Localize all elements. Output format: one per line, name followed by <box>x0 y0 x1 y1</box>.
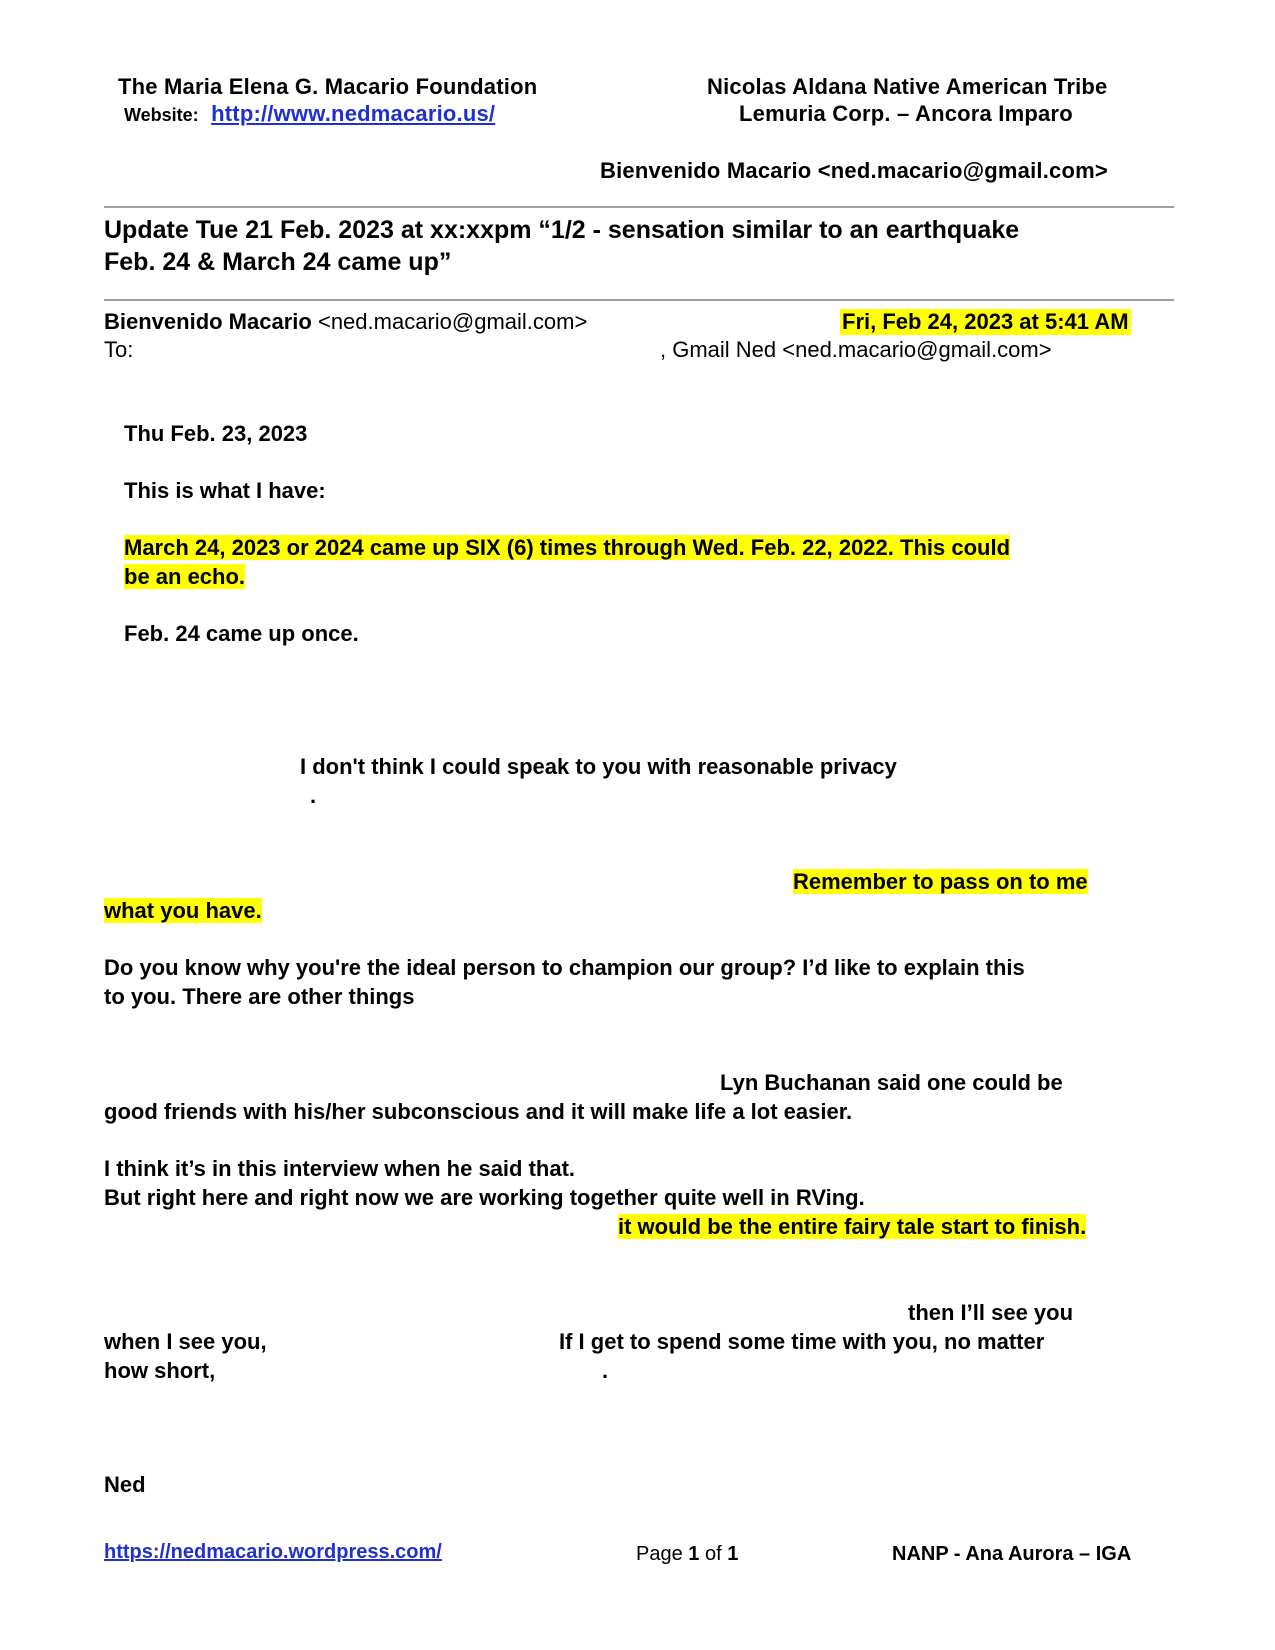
signature: Ned <box>104 1472 146 1497</box>
account-line: Bienvenido Macario <ned.macario@gmail.com> <box>600 158 1108 183</box>
see-line-2b: If I get to spend some time with you, no matter <box>559 1329 1045 1354</box>
body-date: Thu Feb. 23, 2023 <box>124 421 308 446</box>
website-label: Website: <box>124 105 199 125</box>
see-line-1: then I’ll see you <box>908 1300 1074 1325</box>
privacy-line: I don't think I could speak to you with reasonable privacy <box>300 754 897 779</box>
subject-line-1: Update Tue 21 Feb. 2023 at xx:xxpm “1/2 - sensation similar to an earthquake <box>104 216 1020 244</box>
body-intro: This is what I have: <box>124 478 326 503</box>
rving-line: But right here and right now we are working together quite well in RVing. <box>104 1185 865 1210</box>
feb24-line: Feb. 24 came up once. <box>124 621 359 646</box>
page-total: 1 <box>727 1543 739 1565</box>
page-of: of <box>699 1543 728 1565</box>
champion-line-2: to you. There are other things <box>104 984 415 1009</box>
blog-link[interactable]: https://nedmacario.wordpress.com/ <box>104 1541 442 1563</box>
to-label: To: <box>104 337 134 362</box>
remember-line-1 <box>793 867 1088 896</box>
remember-text-2: what you have. <box>104 898 262 923</box>
corp-name: Lemuria Corp. – Ancora Imparo <box>739 101 1073 126</box>
interview-line: I think it’s in this interview when he said that. <box>104 1156 576 1181</box>
page-number <box>636 1543 738 1566</box>
subject-divider <box>104 299 1174 301</box>
fairy-line <box>618 1212 1086 1241</box>
to-recipient: , Gmail Ned <ned.macario@gmail.com> <box>660 337 1052 362</box>
highlight-paragraph-1 <box>124 533 1010 562</box>
champion-line-1: Do you know why you're the ideal person to champion our group? I’d like to explain this <box>104 955 1025 980</box>
privacy-dot: . <box>310 783 317 808</box>
top-divider <box>104 206 1174 208</box>
highlight-1-line-1: March 24, 2023 or 2024 came up SIX (6) times through Wed. Feb. 22, 2022. This could <box>124 535 1011 560</box>
page-prefix: Page <box>636 1543 689 1565</box>
highlight-paragraph-1-cont <box>124 562 245 591</box>
website-link[interactable]: http://www.nedmacario.us/ <box>211 101 496 126</box>
subject-line-2: Feb. 24 & March 24 came up” <box>104 248 452 276</box>
page-current: 1 <box>688 1543 700 1565</box>
see-line-2a: when I see you, <box>104 1329 267 1354</box>
website-line <box>124 101 495 127</box>
message-date: Fri, Feb 24, 2023 at 5:41 AM <box>842 309 1129 334</box>
highlight-1-line-2: be an echo. <box>124 564 246 589</box>
lyn-line-1: Lyn Buchanan said one could be <box>720 1070 1063 1095</box>
sender-name: Bienvenido Macario <box>104 309 312 334</box>
fairy-text: it would be the entire fairy tale start to finish. <box>618 1214 1087 1239</box>
tribe-name: Nicolas Aldana Native American Tribe <box>707 74 1108 99</box>
see-line-3b: . <box>602 1358 609 1383</box>
sender-email: <ned.macario@gmail.com> <box>317 309 588 334</box>
remember-text-1: Remember to pass on to me <box>793 869 1088 894</box>
see-line-3a: how short, <box>104 1358 216 1383</box>
sender-line <box>104 309 587 335</box>
remember-line-2 <box>104 896 262 925</box>
lyn-line-2: good friends with his/her subconscious and it will make life a lot easier. <box>104 1099 853 1124</box>
foundation-name: The Maria Elena G. Macario Foundation <box>118 74 538 99</box>
footer-org: NANP - Ana Aurora – IGA <box>892 1543 1132 1565</box>
